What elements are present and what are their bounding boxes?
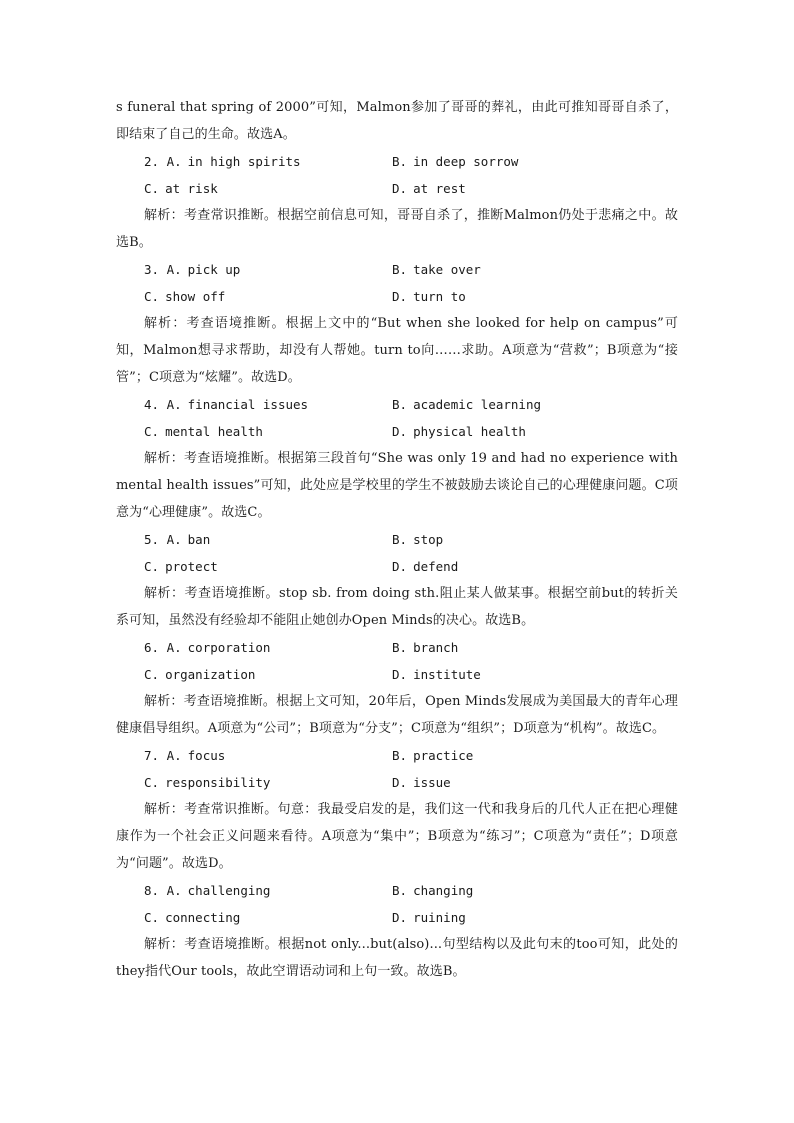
option-c: mental health [165,424,263,439]
option-key: B. [392,262,408,277]
intro-paragraph: s funeral that spring of 2000”可知，Malmon参加了哥哥的葬礼，由此可推知哥哥自杀了，即结束了自己的生命。故选A。 [116,100,678,142]
options-row-cd [116,904,678,931]
option-key: 5. A. [144,532,182,547]
option-c: organization [165,667,256,682]
item-2 [116,148,678,256]
option-c: connecting [165,910,241,925]
option-key: D. [392,775,408,790]
item-8 [116,877,678,985]
explanation: 解析：考查语境推断。stop sb. from doing sth.阻止某人做某事。根据空前but的转折关系可知，虽然没有经验却不能阻止她创办Open Minds的决心。故选B。 [116,586,678,628]
option-key: C. [144,289,160,304]
option-key: D. [392,424,408,439]
option-b: practice [413,748,474,763]
option-key: B. [392,883,408,898]
option-key: D. [392,181,408,196]
explanation: 解析：考查语境推断。根据上文可知，20年后，Open Minds发展成为美国最大的青年心理健康倡导组织。A项意为“公司”；B项意为“分支”；C项意为“组织”；D项意为“机构”。故选C。 [116,694,678,736]
option-key: C. [144,424,160,439]
option-b: branch [413,640,459,655]
options-row-cd [116,769,678,796]
option-b: changing [413,883,474,898]
item-5 [116,526,678,634]
option-key: 6. A. [144,640,182,655]
answer-explanations-page [116,94,678,985]
option-a: challenging [187,883,271,898]
option-d: at rest [413,181,466,196]
option-d: physical health [413,424,526,439]
option-d: turn to [413,289,466,304]
options-row-cd [116,661,678,688]
option-key: 4. A. [144,397,182,412]
option-b: in deep sorrow [413,154,519,169]
item-3 [116,256,678,391]
option-a: pick up [187,262,241,277]
options-row-cd [116,283,678,310]
options-row-cd [116,175,678,202]
option-key: C. [144,181,160,196]
option-key: C. [144,559,160,574]
explanation: 解析：考查常识推断。根据空前信息可知，哥哥自杀了，推断Malmon仍处于悲痛之中。故选B。 [116,208,678,250]
option-key: B. [392,748,408,763]
explanation: 解析：考查常识推断。句意：我最受启发的是，我们这一代和我身后的几代人正在把心理健康作为一个社会正义问题来看待。A项意为“集中”；B项意为“练习”；C项意为“责任”；D项意为“问题”。故选D。 [116,802,678,871]
option-c: show off [165,289,226,304]
option-d: ruining [413,910,466,925]
explanation: 解析：考查语境推断。根据not only...but(also)...句型结构以及此句末的too可知，此处的they指代Our tools，故此空谓语动词和上句一致。故选B。 [116,937,678,979]
option-key: B. [392,397,408,412]
options-row-ab [116,634,678,661]
options-row-cd [116,553,678,580]
option-key: D. [392,289,408,304]
option-c: responsibility [165,775,271,790]
option-a: ban [187,532,211,547]
option-key: B. [392,640,408,655]
option-key: C. [144,910,160,925]
option-a: corporation [187,640,271,655]
options-row-ab [116,148,678,175]
options-row-ab [116,742,678,769]
options-row-ab [116,877,678,904]
explanation: 解析：考查语境推断。根据第三段首句“She was only 19 and had no experience with mental health issues”可知，此处应是学校里的学生不被鼓励去谈论自己的心理健康问题。C项意为“心理健康”。故选C。 [116,451,678,520]
option-key: B. [392,532,408,547]
options-row-ab [116,391,678,418]
item-4 [116,391,678,526]
options-row-cd [116,418,678,445]
option-b: academic learning [413,397,541,412]
option-key: C. [144,775,160,790]
option-key: 8. A. [144,883,182,898]
option-b: stop [413,532,444,547]
option-key: 3. A. [144,262,182,277]
option-key: C. [144,667,160,682]
option-a: focus [187,748,226,763]
option-d: issue [413,775,451,790]
options-row-ab [116,526,678,553]
option-d: institute [413,667,481,682]
option-b: take over [413,262,481,277]
option-d: defend [413,559,459,574]
option-key: D. [392,559,408,574]
option-key: B. [392,154,408,169]
option-key: 7. A. [144,748,182,763]
option-c: at risk [165,181,218,196]
option-key: D. [392,910,408,925]
option-key: D. [392,667,408,682]
options-row-ab [116,256,678,283]
item-7 [116,742,678,877]
option-a: financial issues [187,397,309,412]
option-a: in high spirits [187,154,301,169]
item-6 [116,634,678,742]
option-key: 2. A. [144,154,182,169]
explanation: 解析：考查语境推断。根据上文中的“But when she looked for help on campus”可知，Malmon想寻求帮助，却没有人帮她。turn to向……求助。A项意为“营救”；B项意为“接管”；C项意为“炫耀”。故选D。 [116,316,678,385]
option-c: protect [165,559,218,574]
